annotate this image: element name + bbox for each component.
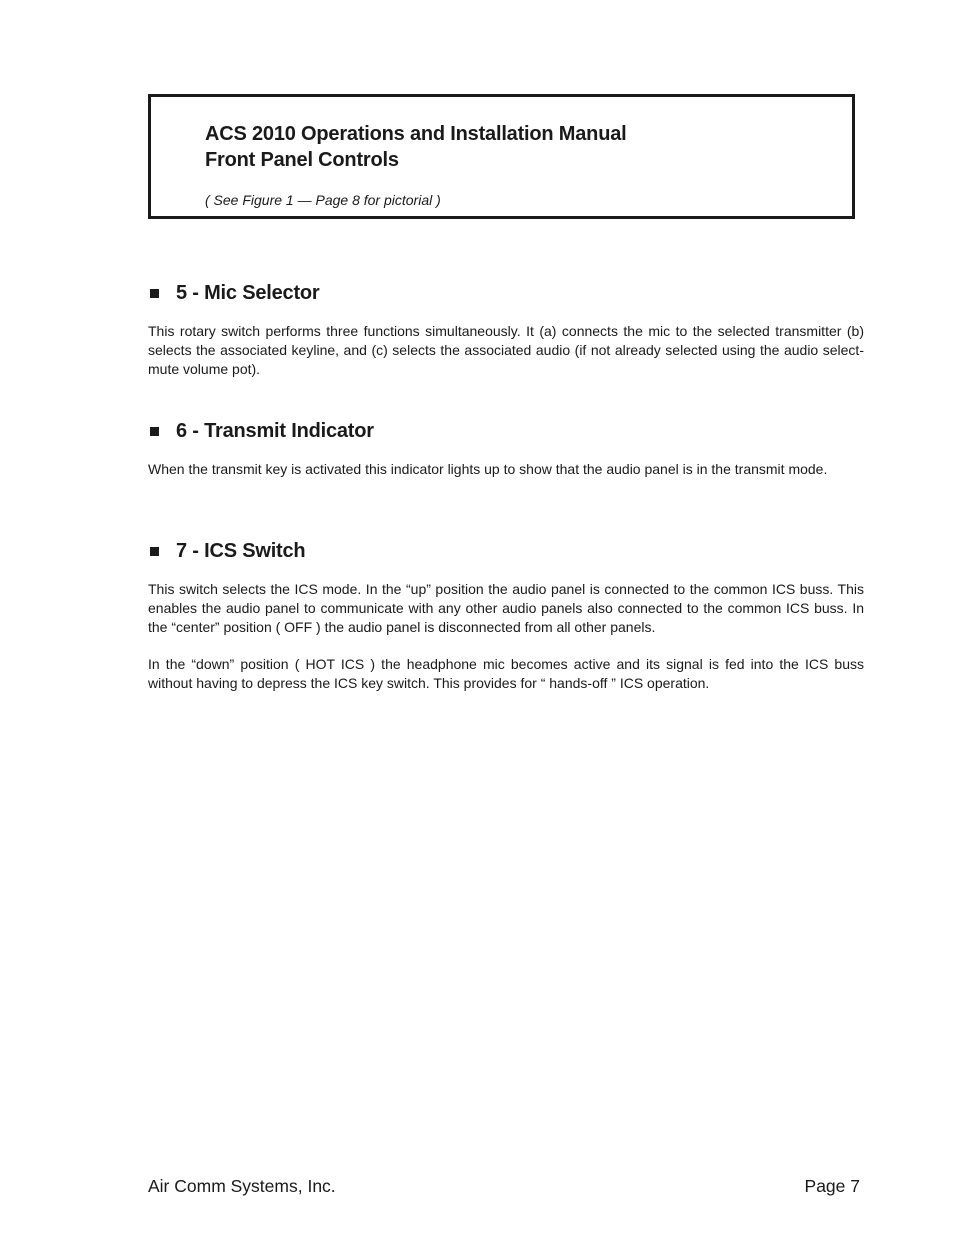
section-paragraph: When the transmit key is activated this indicator lights up to show that the audio panel is in the transmit mode.	[148, 461, 828, 477]
section-paragraph: This switch selects the ICS mode. In the “up” position the audio panel is connected to the common ICS buss. This enables the audio panel to communicate with any other audio panels also connected to the common ICS buss. In the “center” position ( OFF ) the audio panel is disconnected from all other panels.	[148, 581, 864, 635]
footer-page-number: Page 7	[804, 1176, 860, 1196]
section-heading-text: 7 - ICS Switch	[176, 540, 306, 562]
figure-reference-note: ( See Figure 1 — Page 8 for pictorial )	[205, 192, 441, 208]
section-heading-text: 5 - Mic Selector	[176, 282, 320, 304]
document-title-line-1: ACS 2010 Operations and Installation Manual	[205, 123, 627, 145]
section-heading	[148, 419, 864, 443]
square-bullet-icon	[150, 427, 159, 436]
section-paragraph: In the “down” position ( HOT ICS ) the headphone mic becomes active and its signal is fed into the ICS buss without having to depress the ICS key switch. This provides for “ hands-off ” ICS operation.	[148, 656, 864, 691]
section-heading-text: 6 - Transmit Indicator	[176, 420, 374, 442]
section-paragraph: This rotary switch performs three functions simultaneously. It (a) connects the mic to the selected transmitter (b) selects the associated keyline, and (c) selects the associated audio (if not already selected using the audio select-mute volume pot).	[148, 323, 864, 377]
document-title-line-2: Front Panel Controls	[205, 149, 399, 171]
page-footer	[148, 1175, 860, 1197]
section-heading	[148, 281, 864, 305]
document-title	[205, 121, 627, 173]
footer-company: Air Comm Systems, Inc.	[148, 1176, 336, 1196]
square-bullet-icon	[150, 289, 159, 298]
section-ics-switch	[148, 539, 864, 693]
square-bullet-icon	[150, 547, 159, 556]
section-heading	[148, 539, 864, 563]
section-mic-selector	[148, 281, 864, 379]
header-box	[148, 94, 855, 219]
section-transmit-indicator	[148, 419, 864, 479]
